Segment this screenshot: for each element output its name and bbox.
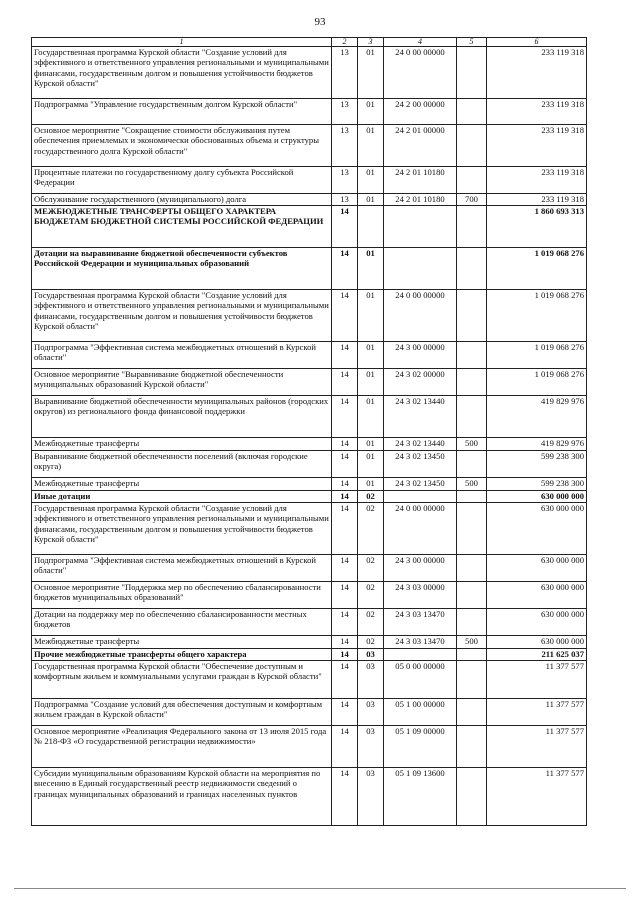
row-section-cell: 14 <box>332 206 358 248</box>
table-row <box>32 451 587 478</box>
row-name-cell: Основное мероприятие "Выравнивание бюджетной обеспеченности муниципальных образований Курской области" <box>32 369 332 396</box>
row-expense-type-cell <box>457 661 487 699</box>
row-subsection-cell: 03 <box>358 726 384 768</box>
row-expense-type-cell <box>457 125 487 167</box>
row-subsection-cell: 01 <box>358 167 384 194</box>
row-subsection-cell: 01 <box>358 478 384 491</box>
header-col-3: 3 <box>358 38 384 47</box>
row-target-article-cell: 24 3 03 00000 <box>384 582 457 609</box>
header-row <box>32 38 587 47</box>
table-row <box>32 699 587 726</box>
row-expense-type-cell: 500 <box>457 478 487 491</box>
row-expense-type-cell <box>457 555 487 582</box>
row-name-cell: Подпрограмма "Эффективная система межбюджетных отношений в Курской области" <box>32 342 332 369</box>
row-name-cell: Межбюджетные трансферты <box>32 438 332 451</box>
row-amount-cell: 233 119 318 <box>487 194 587 206</box>
row-target-article-cell: 24 0 00 00000 <box>384 503 457 555</box>
row-subsection-cell: 01 <box>358 451 384 478</box>
row-expense-type-cell: 500 <box>457 636 487 649</box>
row-amount-cell: 1 019 068 276 <box>487 342 587 369</box>
header-col-1: 1 <box>32 38 332 47</box>
row-amount-cell: 1 019 068 276 <box>487 248 587 290</box>
row-expense-type-cell <box>457 369 487 396</box>
table-row <box>32 47 587 99</box>
row-target-article-cell: 24 2 01 10180 <box>384 194 457 206</box>
row-name-cell: Межбюджетные трансферты <box>32 478 332 491</box>
row-amount-cell: 630 000 000 <box>487 609 587 636</box>
table-row <box>32 582 587 609</box>
row-amount-cell: 211 625 037 <box>487 649 587 661</box>
row-expense-type-cell <box>457 206 487 248</box>
row-target-article-cell: 05 0 00 00000 <box>384 661 457 699</box>
row-subsection-cell <box>358 206 384 248</box>
row-expense-type-cell <box>457 451 487 478</box>
row-section-cell: 14 <box>332 248 358 290</box>
row-section-cell: 13 <box>332 99 358 125</box>
row-section-cell: 14 <box>332 609 358 636</box>
budget-table <box>31 37 587 826</box>
row-expense-type-cell <box>457 582 487 609</box>
row-section-cell: 14 <box>332 503 358 555</box>
row-expense-type-cell <box>457 768 487 826</box>
row-name-cell: Подпрограмма "Создание условий для обеспечения доступным и комфортным жильем граждан в Курской области" <box>32 699 332 726</box>
header-col-4: 4 <box>384 38 457 47</box>
row-amount-cell: 630 000 000 <box>487 582 587 609</box>
row-expense-type-cell <box>457 167 487 194</box>
row-subsection-cell: 02 <box>358 582 384 609</box>
row-name-cell: Процентные платежи по государственному долгу субъекта Российской Федерации <box>32 167 332 194</box>
row-expense-type-cell: 700 <box>457 194 487 206</box>
header-col-5: 5 <box>457 38 487 47</box>
table-row <box>32 99 587 125</box>
row-section-cell: 13 <box>332 125 358 167</box>
page-bottom-rule <box>14 888 626 889</box>
row-target-article-cell: 05 1 09 00000 <box>384 726 457 768</box>
row-target-article-cell: 24 3 00 00000 <box>384 342 457 369</box>
row-section-cell: 14 <box>332 699 358 726</box>
row-target-article-cell: 24 2 00 00000 <box>384 99 457 125</box>
row-name-cell: Дотации на поддержку мер по обеспечению сбалансированности местных бюджетов <box>32 609 332 636</box>
row-amount-cell: 11 377 577 <box>487 661 587 699</box>
row-name-cell: Обслуживание государственного (муниципального) долга <box>32 194 332 206</box>
row-section-cell: 14 <box>332 290 358 342</box>
row-target-article-cell: 24 3 02 13450 <box>384 478 457 491</box>
row-subsection-cell: 02 <box>358 609 384 636</box>
row-amount-cell: 233 119 318 <box>487 125 587 167</box>
row-name-cell: Подпрограмма "Эффективная система межбюджетных отношений в Курской области" <box>32 555 332 582</box>
row-subsection-cell: 01 <box>358 248 384 290</box>
row-section-cell: 14 <box>332 768 358 826</box>
row-target-article-cell <box>384 206 457 248</box>
row-section-cell: 13 <box>332 47 358 99</box>
row-name-cell: Основное мероприятие "Поддержка мер по обеспечению сбалансированности бюджетов муниципальных образований" <box>32 582 332 609</box>
row-section-cell: 14 <box>332 555 358 582</box>
table-body <box>32 47 587 826</box>
row-subsection-cell: 01 <box>358 369 384 396</box>
row-expense-type-cell <box>457 503 487 555</box>
row-amount-cell: 630 000 000 <box>487 491 587 503</box>
row-subsection-cell: 03 <box>358 661 384 699</box>
row-subsection-cell: 01 <box>358 99 384 125</box>
page-number: 93 <box>314 16 326 28</box>
table-row <box>32 555 587 582</box>
row-name-cell: Субсидии муниципальным образованиям Курской области на мероприятия по внесению в Единый государственный реестр недвижимости сведений о границах муниципальных образований и границах населенных пунктов <box>32 768 332 826</box>
table-row <box>32 125 587 167</box>
row-target-article-cell: 24 2 01 00000 <box>384 125 457 167</box>
row-amount-cell: 419 829 976 <box>487 438 587 451</box>
row-amount-cell: 630 000 000 <box>487 503 587 555</box>
table-row <box>32 503 587 555</box>
row-target-article-cell: 24 3 03 13470 <box>384 636 457 649</box>
row-subsection-cell: 02 <box>358 636 384 649</box>
row-section-cell: 14 <box>332 342 358 369</box>
row-subsection-cell: 03 <box>358 649 384 661</box>
row-target-article-cell: 24 3 02 13440 <box>384 438 457 451</box>
row-name-cell: Государственная программа Курской области "Создание условий для эффективного и ответственного управления региональными и муниципальными финансами, государственным долгом и повышения устойчивости бюджетов Курской области" <box>32 47 332 99</box>
row-name-cell: Государственная программа Курской области "Создание условий для эффективного и ответственного управления региональными и муниципальными финансами, государственным долгом и повышения устойчивости бюджетов Курской области" <box>32 290 332 342</box>
row-subsection-cell: 03 <box>358 699 384 726</box>
row-expense-type-cell <box>457 491 487 503</box>
row-name-cell: Прочие межбюджетные трансферты общего характера <box>32 649 332 661</box>
row-expense-type-cell <box>457 290 487 342</box>
table-row <box>32 636 587 649</box>
header-col-2: 2 <box>332 38 358 47</box>
row-section-cell: 14 <box>332 649 358 661</box>
row-target-article-cell: 24 3 02 13440 <box>384 396 457 438</box>
row-expense-type-cell <box>457 726 487 768</box>
row-amount-cell: 233 119 318 <box>487 99 587 125</box>
table-row <box>32 478 587 491</box>
row-section-cell: 14 <box>332 396 358 438</box>
table-row <box>32 167 587 194</box>
row-expense-type-cell <box>457 99 487 125</box>
row-amount-cell: 630 000 000 <box>487 636 587 649</box>
row-amount-cell: 233 119 318 <box>487 47 587 99</box>
table-row <box>32 369 587 396</box>
table-row <box>32 649 587 661</box>
row-target-article-cell: 24 3 02 00000 <box>384 369 457 396</box>
table-row <box>32 609 587 636</box>
row-target-article-cell <box>384 491 457 503</box>
row-amount-cell: 1 019 068 276 <box>487 369 587 396</box>
row-amount-cell: 1 019 068 276 <box>487 290 587 342</box>
row-expense-type-cell <box>457 396 487 438</box>
table-row <box>32 396 587 438</box>
row-section-cell: 14 <box>332 726 358 768</box>
row-name-cell: Иные дотации <box>32 491 332 503</box>
row-section-cell: 13 <box>332 167 358 194</box>
row-subsection-cell: 03 <box>358 768 384 826</box>
table-row <box>32 342 587 369</box>
row-amount-cell: 630 000 000 <box>487 555 587 582</box>
row-target-article-cell: 24 0 00 00000 <box>384 47 457 99</box>
table-row <box>32 438 587 451</box>
table-row <box>32 726 587 768</box>
table-row <box>32 491 587 503</box>
row-expense-type-cell <box>457 342 487 369</box>
row-name-cell: Государственная программа Курской области "Обеспечение доступным и комфортным жильем и коммунальными услугами граждан в Курской области" <box>32 661 332 699</box>
table-row <box>32 290 587 342</box>
table-row <box>32 768 587 826</box>
row-subsection-cell: 01 <box>358 396 384 438</box>
row-expense-type-cell <box>457 609 487 636</box>
row-section-cell: 13 <box>332 194 358 206</box>
row-subsection-cell: 01 <box>358 47 384 99</box>
row-target-article-cell: 24 3 00 00000 <box>384 555 457 582</box>
row-name-cell: Выравнивание бюджетной обеспеченности поселений (включая городские округа) <box>32 451 332 478</box>
row-amount-cell: 419 829 976 <box>487 396 587 438</box>
row-section-cell: 14 <box>332 369 358 396</box>
row-section-cell: 14 <box>332 451 358 478</box>
row-subsection-cell: 01 <box>358 290 384 342</box>
row-amount-cell: 11 377 577 <box>487 768 587 826</box>
row-subsection-cell: 01 <box>358 438 384 451</box>
table-row <box>32 661 587 699</box>
row-subsection-cell: 02 <box>358 555 384 582</box>
row-amount-cell: 599 238 300 <box>487 478 587 491</box>
row-section-cell: 14 <box>332 636 358 649</box>
row-expense-type-cell <box>457 47 487 99</box>
row-amount-cell: 1 860 693 313 <box>487 206 587 248</box>
row-expense-type-cell <box>457 649 487 661</box>
row-target-article-cell: 05 1 00 00000 <box>384 699 457 726</box>
row-target-article-cell: 05 1 09 13600 <box>384 768 457 826</box>
row-subsection-cell: 02 <box>358 503 384 555</box>
table-row <box>32 206 587 248</box>
row-subsection-cell: 01 <box>358 342 384 369</box>
row-target-article-cell: 24 2 01 10180 <box>384 167 457 194</box>
row-section-cell: 14 <box>332 661 358 699</box>
row-target-article-cell: 24 3 03 13470 <box>384 609 457 636</box>
table-row <box>32 248 587 290</box>
row-name-cell: Выравнивание бюджетной обеспеченности муниципальных районов (городских округов) из регионального фонда финансовой поддержки <box>32 396 332 438</box>
row-amount-cell: 11 377 577 <box>487 699 587 726</box>
header-col-6: 6 <box>487 38 587 47</box>
row-target-article-cell <box>384 248 457 290</box>
row-subsection-cell: 02 <box>358 491 384 503</box>
row-name-cell: Межбюджетные трансферты <box>32 636 332 649</box>
row-section-cell: 14 <box>332 582 358 609</box>
row-expense-type-cell <box>457 248 487 290</box>
row-expense-type-cell <box>457 699 487 726</box>
row-section-cell: 14 <box>332 478 358 491</box>
row-name-cell: МЕЖБЮДЖЕТНЫЕ ТРАНСФЕРТЫ ОБЩЕГО ХАРАКТЕРА БЮДЖЕТАМ БЮДЖЕТНОЙ СИСТЕМЫ РОССИЙСКОЙ ФЕДЕРАЦИИ <box>32 206 332 248</box>
row-name-cell: Подпрограмма "Управление государственным долгом Курской области" <box>32 99 332 125</box>
row-amount-cell: 599 238 300 <box>487 451 587 478</box>
row-section-cell: 14 <box>332 491 358 503</box>
row-subsection-cell: 01 <box>358 194 384 206</box>
row-target-article-cell: 24 3 02 13450 <box>384 451 457 478</box>
row-section-cell: 14 <box>332 438 358 451</box>
table-row <box>32 194 587 206</box>
row-target-article-cell: 24 0 00 00000 <box>384 290 457 342</box>
row-amount-cell: 233 119 318 <box>487 167 587 194</box>
row-name-cell: Государственная программа Курской области "Создание условий для эффективного и ответственного управления региональными и муниципальными финансами, государственным долгом и повышения устойчивости бюджетов Курской области" <box>32 503 332 555</box>
row-name-cell: Основное мероприятие "Сокращение стоимости обслуживания путем обеспечения приемлемых и экономически обоснованных объема и структуры государственного долга Курской области" <box>32 125 332 167</box>
row-expense-type-cell: 500 <box>457 438 487 451</box>
row-name-cell: Основное мероприятие «Реализация Федерального закона от 13 июля 2015 года № 218-ФЗ «О государственной регистрации недвижимости» <box>32 726 332 768</box>
row-target-article-cell <box>384 649 457 661</box>
row-subsection-cell: 01 <box>358 125 384 167</box>
row-amount-cell: 11 377 577 <box>487 726 587 768</box>
row-name-cell: Дотации на выравнивание бюджетной обеспеченности субъектов Российской Федерации и муниципальных образований <box>32 248 332 290</box>
